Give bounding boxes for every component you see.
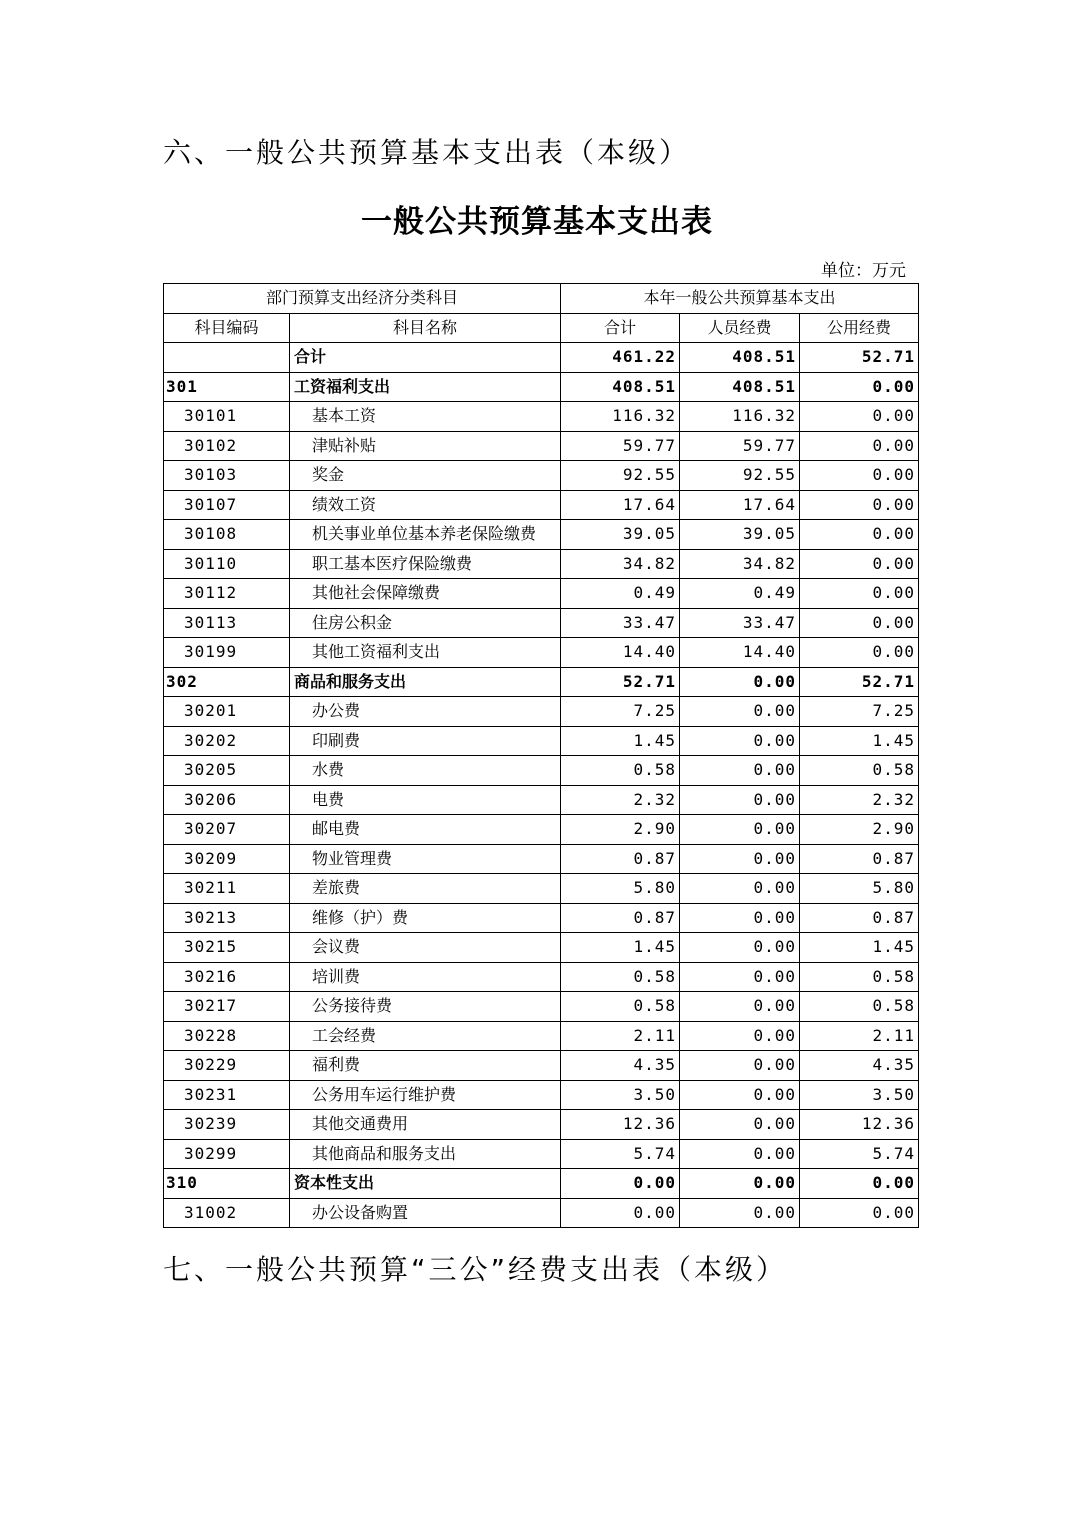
row-name: 其他社会保障缴费 [290, 579, 561, 609]
row-total: 0.87 [561, 903, 680, 933]
table-row [164, 549, 919, 579]
row-name: 公务用车运行维护费 [290, 1080, 561, 1110]
row-total: 12.36 [561, 1110, 680, 1140]
row-total: 0.58 [561, 992, 680, 1022]
row-public: 0.00 [800, 431, 919, 461]
table-title: 一般公共预算基本支出表 [361, 204, 713, 240]
table-row [164, 1051, 919, 1081]
header-row-columns [164, 313, 919, 343]
row-personnel: 17.64 [680, 490, 800, 520]
row-personnel: 34.82 [680, 549, 800, 579]
table-row [164, 815, 919, 845]
row-personnel: 0.00 [680, 1110, 800, 1140]
row-name: 办公费 [290, 697, 561, 727]
header-total: 合计 [561, 313, 680, 343]
row-public: 5.80 [800, 874, 919, 904]
row-public: 0.87 [800, 844, 919, 874]
row-code: 302 [164, 667, 290, 697]
row-total: 408.51 [561, 372, 680, 402]
row-personnel: 33.47 [680, 608, 800, 638]
table-row [164, 490, 919, 520]
table-row [164, 1198, 919, 1228]
row-personnel: 408.51 [680, 343, 800, 373]
row-public: 3.50 [800, 1080, 919, 1110]
row-personnel: 0.00 [680, 1139, 800, 1169]
row-public: 2.90 [800, 815, 919, 845]
row-personnel: 0.00 [680, 1080, 800, 1110]
row-name: 物业管理费 [290, 844, 561, 874]
row-code: 30207 [164, 815, 290, 845]
row-total: 33.47 [561, 608, 680, 638]
row-total: 5.74 [561, 1139, 680, 1169]
row-code: 30108 [164, 520, 290, 550]
row-name: 机关事业单位基本养老保险缴费 [290, 520, 561, 550]
row-total: 461.22 [561, 343, 680, 373]
row-personnel: 0.00 [680, 1169, 800, 1199]
header-name: 科目名称 [290, 313, 561, 343]
row-public: 0.00 [800, 608, 919, 638]
row-personnel: 116.32 [680, 402, 800, 432]
row-code: 30101 [164, 402, 290, 432]
row-public: 0.58 [800, 992, 919, 1022]
table-row [164, 638, 919, 668]
row-public: 0.00 [800, 549, 919, 579]
row-total: 0.58 [561, 756, 680, 786]
row-personnel: 0.00 [680, 726, 800, 756]
row-total: 3.50 [561, 1080, 680, 1110]
row-public: 5.74 [800, 1139, 919, 1169]
table-row [164, 667, 919, 697]
row-total: 14.40 [561, 638, 680, 668]
row-total: 116.32 [561, 402, 680, 432]
table-row [164, 1169, 919, 1199]
row-total: 2.11 [561, 1021, 680, 1051]
header-left-group: 部门预算支出经济分类科目 [164, 284, 561, 314]
row-name: 奖金 [290, 461, 561, 491]
row-name: 其他交通费用 [290, 1110, 561, 1140]
table-row [164, 1110, 919, 1140]
table-row [164, 1021, 919, 1051]
row-code: 30112 [164, 579, 290, 609]
row-code: 30228 [164, 1021, 290, 1051]
row-public: 0.00 [800, 579, 919, 609]
row-code: 30231 [164, 1080, 290, 1110]
row-personnel: 0.00 [680, 1051, 800, 1081]
row-total: 52.71 [561, 667, 680, 697]
row-name: 福利费 [290, 1051, 561, 1081]
row-name: 邮电费 [290, 815, 561, 845]
row-public: 0.00 [800, 490, 919, 520]
row-name: 职工基本医疗保险缴费 [290, 549, 561, 579]
section-heading-6: 六、一般公共预算基本支出表（本级） [163, 136, 691, 169]
row-total: 0.58 [561, 962, 680, 992]
row-public: 0.58 [800, 962, 919, 992]
row-total: 1.45 [561, 726, 680, 756]
row-personnel: 59.77 [680, 431, 800, 461]
header-personnel: 人员经费 [680, 313, 800, 343]
row-code [164, 343, 290, 373]
unit-label: 单位：万元 [821, 261, 906, 281]
row-public: 4.35 [800, 1051, 919, 1081]
row-total: 17.64 [561, 490, 680, 520]
row-personnel: 0.00 [680, 874, 800, 904]
row-name: 印刷费 [290, 726, 561, 756]
row-personnel: 0.49 [680, 579, 800, 609]
row-personnel: 0.00 [680, 697, 800, 727]
row-code: 30216 [164, 962, 290, 992]
table-row [164, 962, 919, 992]
section-heading-7: 七、一般公共预算“三公”经费支出表（本级） [163, 1253, 788, 1286]
row-total: 5.80 [561, 874, 680, 904]
header-code: 科目编码 [164, 313, 290, 343]
table-row [164, 844, 919, 874]
row-code: 30206 [164, 785, 290, 815]
row-code: 30205 [164, 756, 290, 786]
row-public: 0.00 [800, 461, 919, 491]
row-code: 30202 [164, 726, 290, 756]
row-code: 30110 [164, 549, 290, 579]
row-personnel: 0.00 [680, 1198, 800, 1228]
row-code: 31002 [164, 1198, 290, 1228]
row-name: 办公设备购置 [290, 1198, 561, 1228]
row-total: 34.82 [561, 549, 680, 579]
row-name: 电费 [290, 785, 561, 815]
row-code: 30299 [164, 1139, 290, 1169]
table-row [164, 608, 919, 638]
row-name: 合计 [290, 343, 561, 373]
row-name: 绩效工资 [290, 490, 561, 520]
row-personnel: 0.00 [680, 785, 800, 815]
row-code: 30107 [164, 490, 290, 520]
row-personnel: 39.05 [680, 520, 800, 550]
table-row [164, 785, 919, 815]
row-total: 2.90 [561, 815, 680, 845]
row-public: 0.00 [800, 402, 919, 432]
table-row [164, 402, 919, 432]
row-code: 30103 [164, 461, 290, 491]
row-public: 52.71 [800, 667, 919, 697]
row-name: 津贴补贴 [290, 431, 561, 461]
row-code: 30113 [164, 608, 290, 638]
row-public: 0.00 [800, 1198, 919, 1228]
row-total: 2.32 [561, 785, 680, 815]
table-row [164, 992, 919, 1022]
row-public: 0.00 [800, 1169, 919, 1199]
row-name: 差旅费 [290, 874, 561, 904]
table-row [164, 461, 919, 491]
row-personnel: 92.55 [680, 461, 800, 491]
table-row [164, 431, 919, 461]
row-personnel: 14.40 [680, 638, 800, 668]
row-code: 30229 [164, 1051, 290, 1081]
row-code: 30201 [164, 697, 290, 727]
row-code: 310 [164, 1169, 290, 1199]
row-total: 92.55 [561, 461, 680, 491]
row-public: 1.45 [800, 726, 919, 756]
row-public: 52.71 [800, 343, 919, 373]
table-row [164, 697, 919, 727]
row-name: 商品和服务支出 [290, 667, 561, 697]
row-public: 2.32 [800, 785, 919, 815]
row-personnel: 0.00 [680, 1021, 800, 1051]
table-row [164, 874, 919, 904]
row-personnel: 0.00 [680, 844, 800, 874]
table-row [164, 579, 919, 609]
row-name: 培训费 [290, 962, 561, 992]
row-code: 30209 [164, 844, 290, 874]
header-public: 公用经费 [800, 313, 919, 343]
row-public: 7.25 [800, 697, 919, 727]
row-personnel: 408.51 [680, 372, 800, 402]
table-row [164, 372, 919, 402]
header-row-group [164, 284, 919, 314]
row-name: 住房公积金 [290, 608, 561, 638]
row-public: 0.58 [800, 756, 919, 786]
row-code: 30213 [164, 903, 290, 933]
row-public: 0.00 [800, 372, 919, 402]
row-total: 59.77 [561, 431, 680, 461]
row-name: 基本工资 [290, 402, 561, 432]
row-personnel: 0.00 [680, 962, 800, 992]
row-name: 其他商品和服务支出 [290, 1139, 561, 1169]
table-row [164, 756, 919, 786]
header-right-group: 本年一般公共预算基本支出 [561, 284, 919, 314]
row-total: 0.00 [561, 1169, 680, 1199]
row-personnel: 0.00 [680, 815, 800, 845]
row-name: 资本性支出 [290, 1169, 561, 1199]
row-code: 30217 [164, 992, 290, 1022]
table-row [164, 903, 919, 933]
table-row [164, 933, 919, 963]
row-public: 2.11 [800, 1021, 919, 1051]
table-row [164, 1139, 919, 1169]
row-name: 公务接待费 [290, 992, 561, 1022]
row-total: 7.25 [561, 697, 680, 727]
row-name: 其他工资福利支出 [290, 638, 561, 668]
row-public: 0.00 [800, 520, 919, 550]
table-row [164, 520, 919, 550]
row-code: 30239 [164, 1110, 290, 1140]
budget-table [163, 283, 919, 1228]
row-public: 1.45 [800, 933, 919, 963]
row-code: 30199 [164, 638, 290, 668]
row-code: 30211 [164, 874, 290, 904]
row-total: 39.05 [561, 520, 680, 550]
row-public: 0.00 [800, 638, 919, 668]
row-total: 4.35 [561, 1051, 680, 1081]
table-row [164, 343, 919, 373]
row-code: 301 [164, 372, 290, 402]
table-row [164, 726, 919, 756]
row-name: 会议费 [290, 933, 561, 963]
row-name: 水费 [290, 756, 561, 786]
row-total: 1.45 [561, 933, 680, 963]
row-personnel: 0.00 [680, 992, 800, 1022]
row-personnel: 0.00 [680, 667, 800, 697]
row-name: 工会经费 [290, 1021, 561, 1051]
row-name: 工资福利支出 [290, 372, 561, 402]
row-public: 0.87 [800, 903, 919, 933]
row-name: 维修（护）费 [290, 903, 561, 933]
row-personnel: 0.00 [680, 933, 800, 963]
table-row [164, 1080, 919, 1110]
row-code: 30102 [164, 431, 290, 461]
row-personnel: 0.00 [680, 756, 800, 786]
row-total: 0.49 [561, 579, 680, 609]
row-public: 12.36 [800, 1110, 919, 1140]
row-code: 30215 [164, 933, 290, 963]
row-personnel: 0.00 [680, 903, 800, 933]
row-total: 0.00 [561, 1198, 680, 1228]
row-total: 0.87 [561, 844, 680, 874]
